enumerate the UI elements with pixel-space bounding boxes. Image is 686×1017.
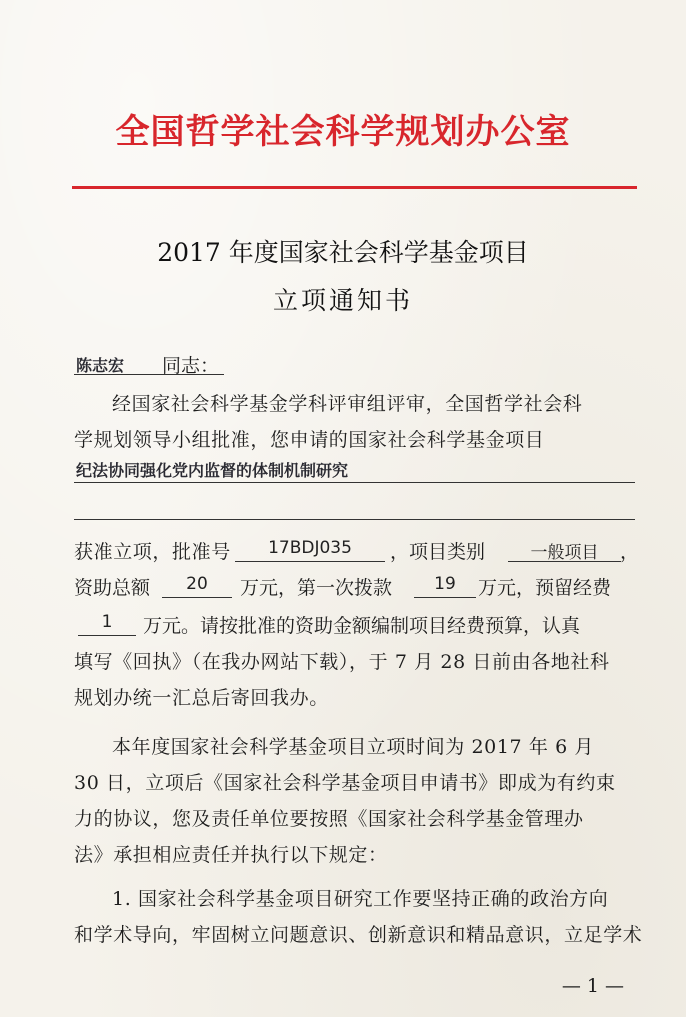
- para2-line3: 力的协议，您及责任单位要按照《国家社会科学基金管理办: [74, 808, 584, 830]
- first-label: 万元，第一次拨款: [240, 577, 393, 599]
- project-title: 纪法协同强化党内监督的体制机制研究: [76, 461, 349, 480]
- first-payment: 19: [434, 574, 456, 594]
- approval-prefix: 获准立项，批准号: [74, 541, 231, 563]
- total-blank: [162, 597, 232, 598]
- total-amount: 20: [186, 574, 208, 594]
- para3-line1: 1. 国家社会科学基金项目研究工作要坚持正确的政治方向: [112, 888, 609, 910]
- reserve-label: 万元，预留经费: [478, 577, 612, 599]
- red-header-divider: [72, 186, 637, 189]
- approval-number: 17BDJ035: [268, 538, 352, 558]
- page-number: — 1 —: [561, 975, 624, 997]
- salutation: 同志：: [162, 355, 220, 377]
- approval-no-blank: [235, 561, 385, 562]
- reserve-amount: 1: [101, 612, 113, 632]
- approval-line4: 填写《回执》（在我办网站下载），于 7 月 28 日前由各地社科: [74, 651, 610, 673]
- category-comma: ，: [620, 541, 640, 563]
- para2-line4: 法》承担相应责任并执行以下规定：: [74, 844, 388, 866]
- para2-line1: 本年度国家社会科学基金项目立项时间为 2017 年 6 月: [112, 736, 595, 758]
- project-title-line1: [74, 482, 635, 483]
- category-label: ，项目类别: [390, 541, 486, 563]
- approval-line5: 规划办统一汇总后寄回我办。: [74, 687, 329, 709]
- project-title-line2: [74, 519, 635, 520]
- approval-line3: 万元。请按批准的资助金额编制项目经费预算，认真: [143, 615, 581, 637]
- issuing-organization: 全国哲学社会科学规划办公室: [115, 112, 571, 152]
- project-category: 一般项目: [530, 543, 599, 563]
- total-label: 资助总额: [74, 577, 151, 599]
- para1-line2: 学规划领导小组批准，您申请的国家社会科学基金项目: [74, 429, 545, 451]
- para2-line2: 30 日，立项后《国家社会科学基金项目申请书》即成为有约束: [74, 772, 616, 794]
- reserve-blank: [78, 635, 136, 636]
- recipient-name: 陈志宏: [76, 356, 125, 375]
- para1-line1: 经国家社会科学基金学科评审组评审，全国哲学社会科: [112, 393, 583, 415]
- notice-title-line2: 立项通知书: [272, 286, 413, 315]
- first-blank: [414, 597, 476, 598]
- notice-title-line1: 2017 年度国家社会科学基金项目: [157, 238, 529, 267]
- para3-line2: 和学术导向，牢固树立问题意识、创新意识和精品意识，立足学术: [74, 924, 643, 946]
